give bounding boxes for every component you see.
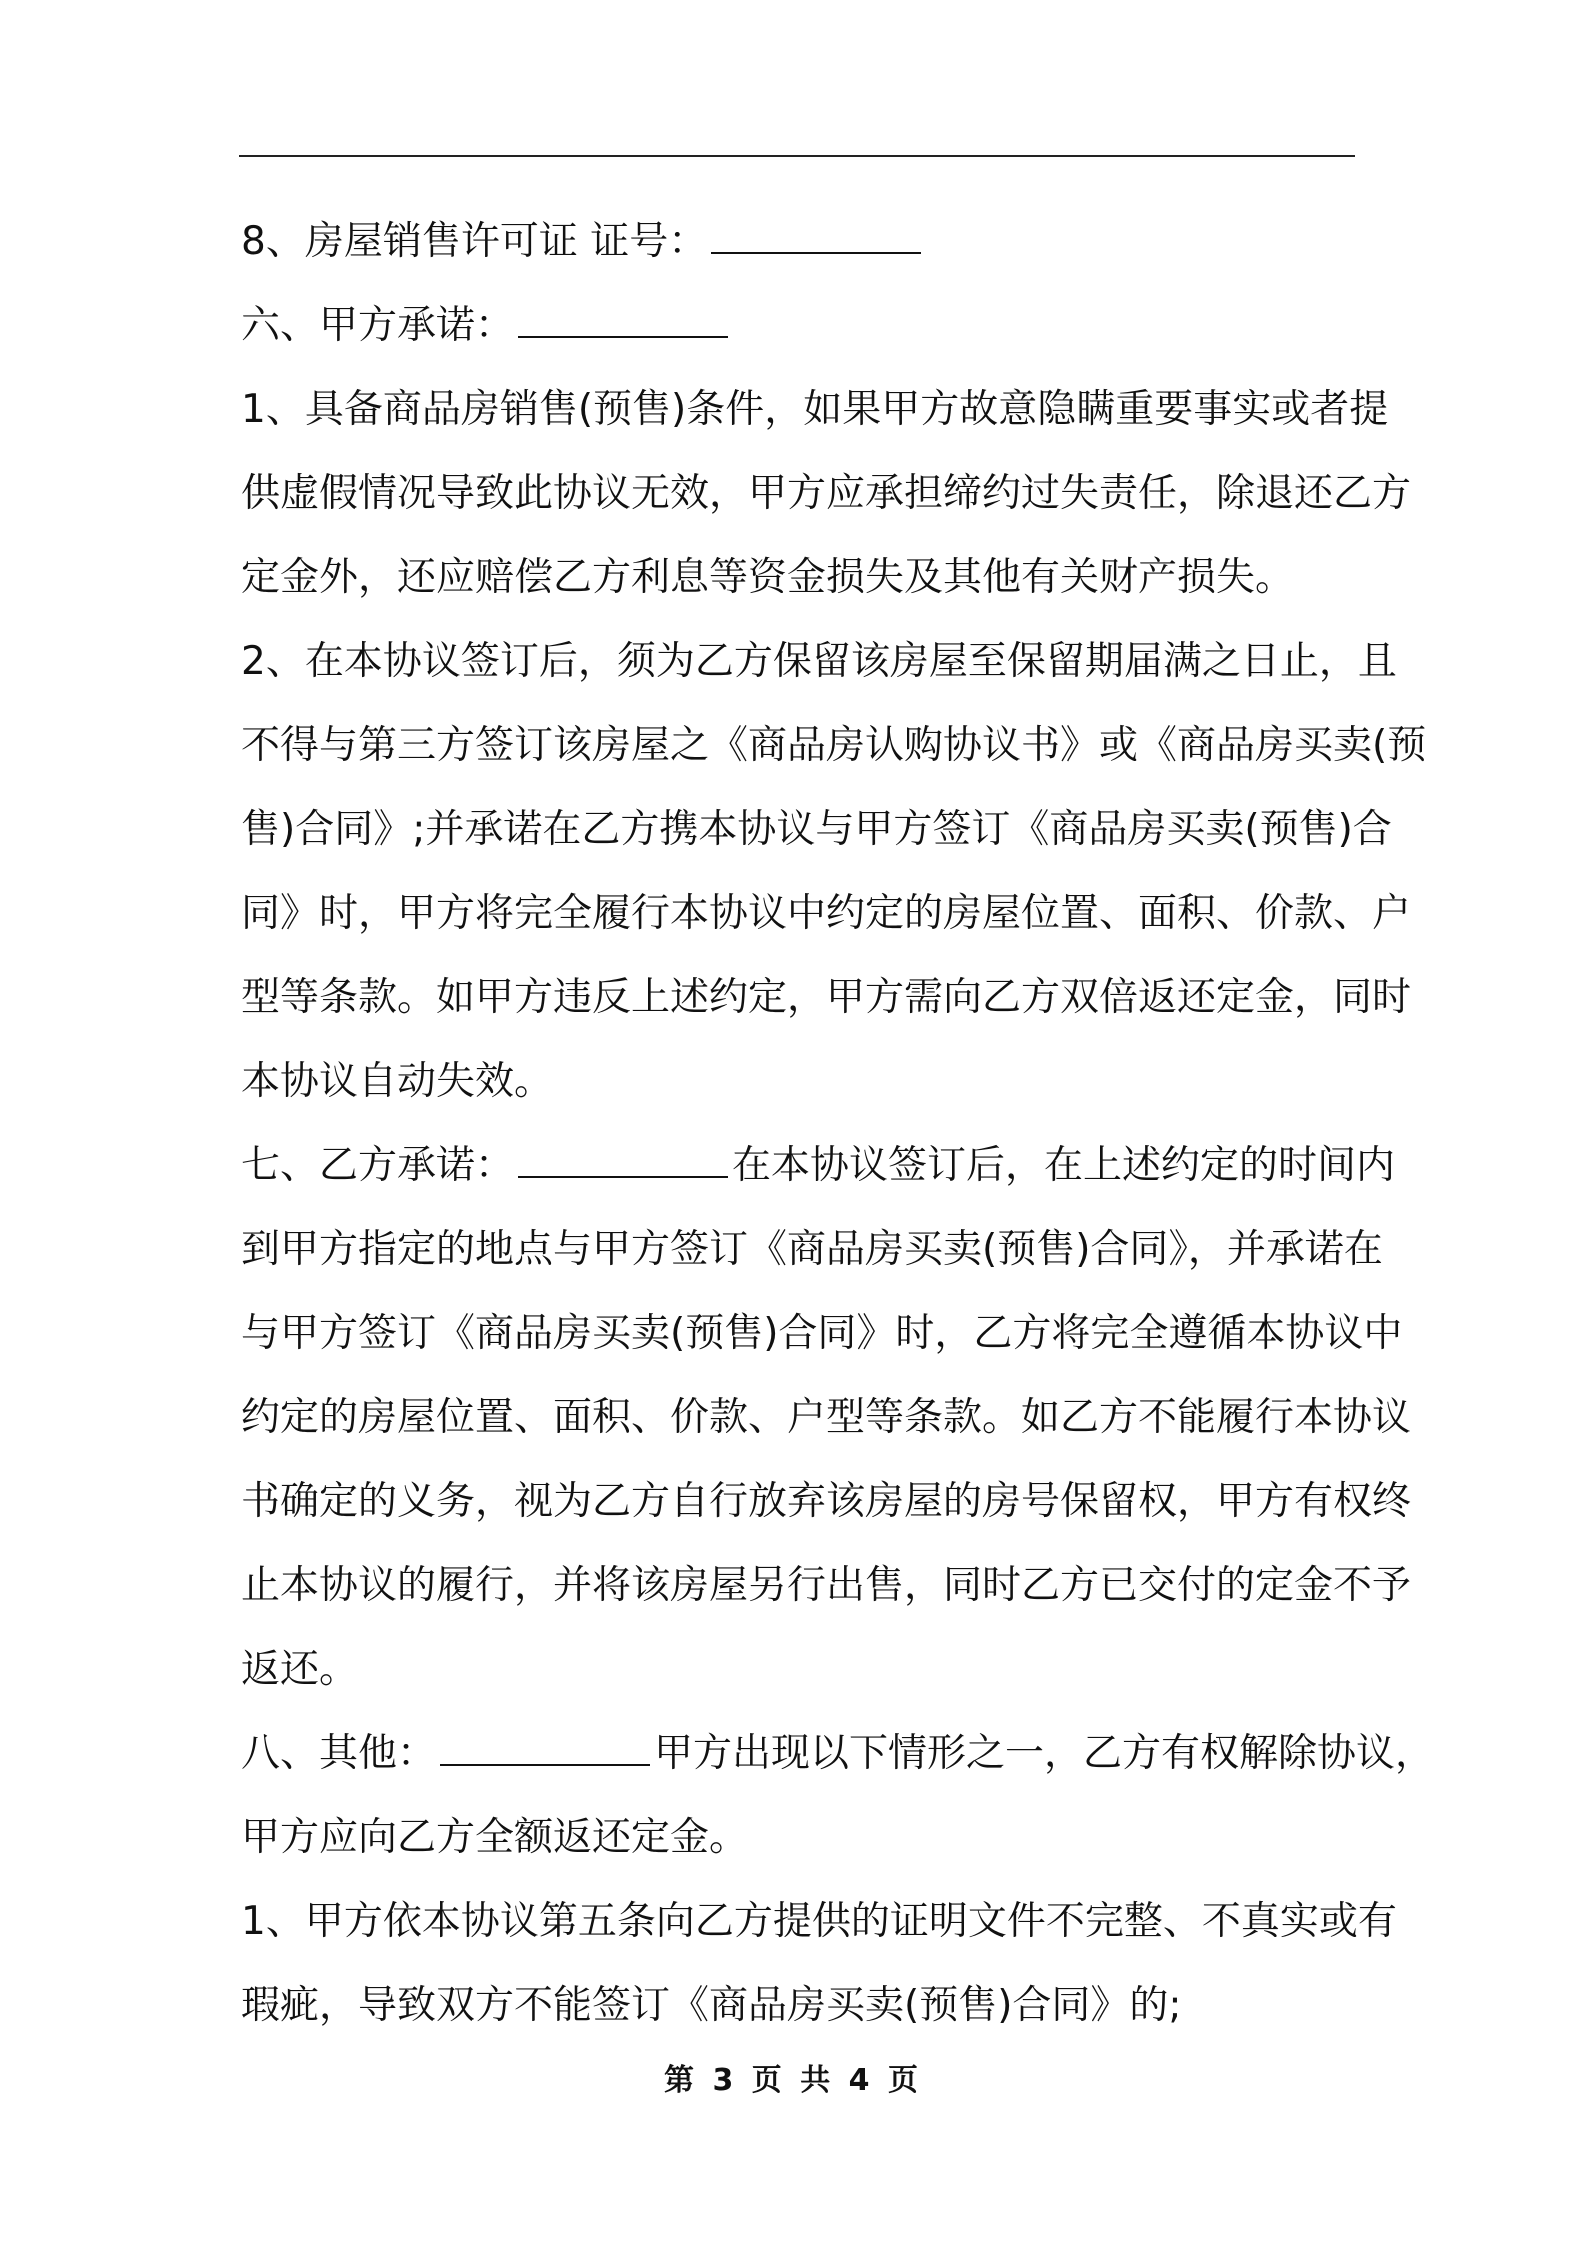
line-text-after-blank: 甲方出现以下情形之一，乙方有权解除协议， [654,1731,1435,1776]
document-line [241,620,1397,704]
line-text: 本协议自动失效。 [241,1059,554,1104]
line-text: 到甲方指定的地点与甲方签订《商品房买卖(预售)合同》，并承诺在 [241,1227,1383,1272]
line-text: 1、甲方依本协议第五条向乙方提供的证明文件不完整、不真实或有 [241,1899,1397,1944]
line-text: 同》时，甲方将完全履行本协议中约定的房屋位置、面积、价款、户 [241,891,1412,936]
document-line [241,1964,1361,2048]
document-line [241,536,1361,620]
document-line [241,284,1361,368]
line-text: 止本协议的履行，并将该房屋另行出售，同时乙方已交付的定金不予 [241,1563,1412,1608]
fill-in-blank [518,1146,728,1178]
line-text: 8、房屋销售许可证 证号： [241,219,708,264]
line-text: 七、乙方承诺： [241,1143,515,1188]
line-text: 瑕疵，导致双方不能签订《商品房买卖(预售)合同》的; [241,1983,1182,2028]
document-line [241,1628,1361,1712]
line-text: 定金外，还应赔偿乙方利息等资金损失及其他有关财产损失。 [241,555,1295,600]
document-line [241,1376,1412,1460]
document-line [241,1880,1397,1964]
document-line [241,788,1392,872]
document-line [241,1544,1412,1628]
line-text: 书确定的义务，视为乙方自行放弃该房屋的房号保留权，甲方有权终 [241,1479,1412,1524]
line-text: 约定的房屋位置、面积、价款、户型等条款。如乙方不能履行本协议 [241,1395,1412,1440]
document-line [241,368,1389,452]
document-line [241,1460,1412,1544]
document-line [241,704,1427,788]
fill-in-blank [711,222,921,254]
line-text: 与甲方签订《商品房买卖(预售)合同》时，乙方将完全遵循本协议中 [241,1311,1403,1356]
line-text: 六、甲方承诺： [241,303,515,348]
document-line [241,452,1412,536]
document-line [241,1040,1361,1124]
document-line [241,956,1412,1040]
fill-in-blank [440,1734,650,1766]
header-divider [239,155,1355,157]
document-line [241,1208,1383,1292]
document-line [241,1124,1396,1208]
fill-in-blank [518,306,728,338]
line-text: 甲方应向乙方全额返还定金。 [241,1815,749,1860]
document-body [241,200,1435,2048]
document-line [241,1712,1435,1796]
line-text: 供虚假情况导致此协议无效，甲方应承担缔约过失责任，除退还乙方 [241,471,1412,516]
line-text-after-blank: 在本协议签订后，在上述约定的时间内 [732,1143,1396,1188]
document-line [241,1796,1361,1880]
document-line [241,1292,1403,1376]
document-line [241,872,1412,956]
line-text: 型等条款。如甲方违反上述约定，甲方需向乙方双倍返还定金，同时 [241,975,1412,1020]
line-text: 返还。 [241,1647,359,1692]
line-text: 不得与第三方签订该房屋之《商品房认购协议书》或《商品房买卖(预 [241,723,1427,768]
line-text: 八、其他： [241,1731,437,1776]
page-number-footer: 第 3 页 共 4 页 [664,2063,922,2098]
document-line [241,200,1361,284]
line-text: 1、具备商品房销售(预售)条件，如果甲方故意隐瞒重要事实或者提 [241,387,1389,432]
line-text: 2、在本协议签订后，须为乙方保留该房屋至保留期届满之日止，且 [241,639,1397,684]
line-text: 售)合同》;并承诺在乙方携本协议与甲方签订《商品房买卖(预售)合 [241,807,1392,852]
